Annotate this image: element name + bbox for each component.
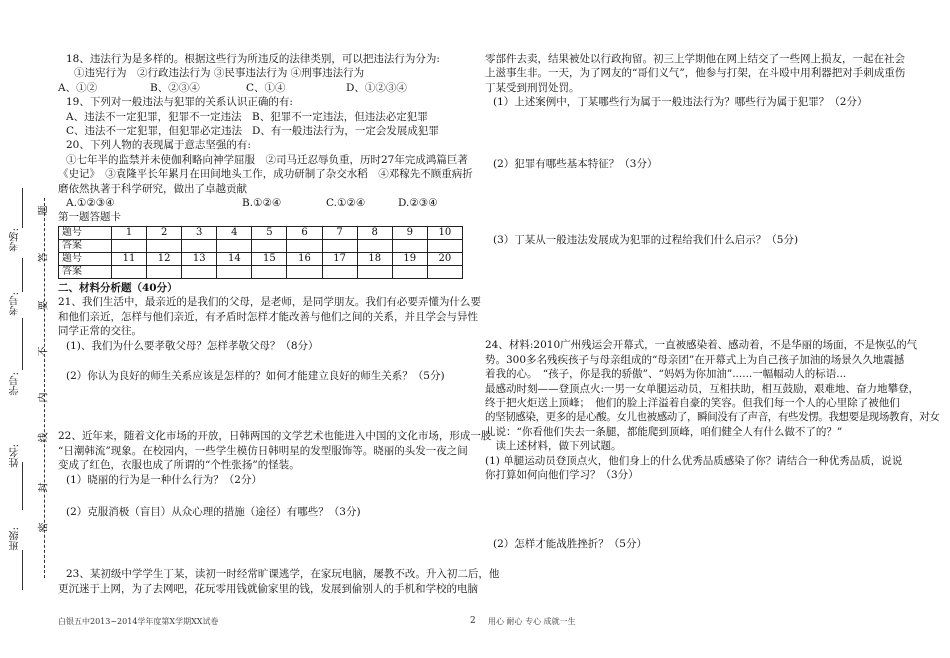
question-number: 7 (322, 226, 357, 239)
q23-sub1: (1）上述案例中，丁某哪些行为属于一般违法行为？哪些行为属于犯罪？（2分） (493, 96, 868, 109)
q24-line: 最感动时刻——登顶点火:一男一女单腿运动员，互相扶助，相互鼓励，艰难地、奋力地攀登， (485, 382, 920, 395)
q21-line: 21、我们生活中，最亲近的是我们的父母，是老师，是同学朋友。我们有必要弄懂为什么要 (58, 296, 481, 309)
q24-sub1-answer-space[interactable] (485, 483, 883, 537)
question-number: 16 (287, 252, 322, 265)
answer-cell[interactable] (147, 239, 182, 252)
question-number: 1 (112, 226, 147, 239)
q24-line: 终于把火炬送上顶峰； 他们的脸上洋溢着自豪的笑容。但我们每一个人的心里除了被他们 (485, 397, 900, 410)
question-number: 17 (322, 252, 357, 265)
field-exam-room-label: 考场: (10, 228, 21, 252)
field-exam-room-line[interactable] (22, 188, 23, 228)
answer-card-answer-row (59, 239, 463, 252)
field-class-label: 班级: (10, 527, 21, 551)
answer-cell[interactable] (147, 265, 182, 278)
q21-sub1-answer-space[interactable] (58, 353, 463, 369)
q24-line: 24、材料:2010广州残运会开幕式，一直被感染着、感动着，不是华丽的场面，不是恢弘的气 (485, 339, 918, 352)
binding-margin (0, 0, 56, 658)
question-number: 8 (357, 226, 392, 239)
answer-cell[interactable] (287, 239, 322, 252)
q19-option-b[interactable]: B、犯罪不一定违法，但违法必定犯罪 (252, 110, 428, 123)
question-number: 6 (287, 226, 322, 239)
answer-cell[interactable] (287, 265, 322, 278)
seal-mark: 封 (38, 482, 50, 493)
answer-card-num-row (59, 226, 463, 239)
answer-cell[interactable] (217, 265, 252, 278)
q20-option-a[interactable]: A.①②③④ (66, 197, 115, 210)
q18-option-c[interactable]: C、①④ (246, 81, 286, 94)
answer-cell[interactable] (322, 265, 357, 278)
q22-sub2-answer-space[interactable] (58, 519, 463, 567)
seal-mark: 不 (38, 346, 50, 357)
q24-sub1-line: (1) 单腿运动员登顶点火，他们身上的什么优秀品质感染了你？请结合一种优秀品质，说说 (485, 454, 903, 467)
q19-stem: 19、下列对一般违法与犯罪的关系认识正确的有: (66, 96, 293, 109)
q23-sub3: (3）丁某从一般违法发展成为犯罪的过程给我们什么启示？（5分) (493, 234, 799, 247)
question-number: 18 (357, 252, 392, 265)
answer-cell[interactable] (427, 265, 462, 278)
q24-line: 儿说：“你看他们失去一条腿，都能爬到顶峰，咱们健全人有什么做不了的？” (485, 425, 843, 438)
q22-line: “日潮韩流”现象。在校园内，一些学生模仿日韩明星的发型服饰等。晓丽的头发一夜之间 (58, 444, 468, 457)
seal-mark: 答 (38, 252, 50, 263)
answer-cell[interactable] (252, 239, 287, 252)
q22-line: 变成了红色，衣服也成了所谓的“个性张扬”的怪装。 (58, 459, 300, 472)
q24-line: 势。300多名残疾孩子与母亲组成的“母亲团”在开幕式上为自己孩子加油的场景久久地震撼 (485, 353, 905, 366)
section-2-heading: 二、材料分析题（40分） (58, 281, 178, 294)
q21-sub2: (2）你认为良好的师生关系应该是怎样的？如何才能建立良好的师生关系？（5分) (66, 369, 445, 382)
answer-card-num-label: 题号 (59, 252, 112, 265)
q23-sub3-answer-space[interactable] (485, 247, 883, 338)
answer-cell[interactable] (112, 239, 147, 252)
answer-card-answer-label: 答案 (59, 265, 112, 278)
seal-mark: 线 (38, 432, 50, 443)
field-exam-number-label: 考号: (10, 292, 21, 316)
q22-sub1-answer-space[interactable] (58, 487, 463, 505)
q20-line: ①七年半的监禁并未使伽利略向神学屈服 ②司马迁忍辱负重，历时27年完成鸿篇巨著 (66, 153, 468, 166)
answer-cell[interactable] (182, 239, 217, 252)
answer-card-answer-label: 答案 (59, 239, 112, 252)
q22-sub1: (1）晓丽的行为是一种什么行为？（2分） (66, 473, 262, 486)
question-number: 2 (147, 226, 182, 239)
answer-cell[interactable] (322, 239, 357, 252)
q23-cont-line: 丁某受到刑罚处罚。 (485, 81, 580, 94)
q21-sub1: (1)、我们为什么要孝敬父母？怎样孝敬父母？（8分） (66, 339, 319, 352)
seal-mark: 要 (38, 300, 50, 311)
question-number: 13 (182, 252, 217, 265)
seal-mark: 密 (38, 522, 50, 533)
q18-options (58, 81, 463, 95)
footer-page-number: 2 (470, 616, 476, 626)
q20-option-d[interactable]: D.②③④ (398, 197, 438, 210)
question-number: 20 (427, 252, 462, 265)
q19-options-row1 (58, 110, 463, 124)
answer-cell[interactable] (112, 265, 147, 278)
answer-cell[interactable] (392, 265, 427, 278)
question-number: 19 (392, 252, 427, 265)
q19-option-a[interactable]: A、违法不一定犯罪，犯罪不一定违法 (66, 110, 242, 123)
question-number: 3 (182, 226, 217, 239)
answer-cell[interactable] (392, 239, 427, 252)
seal-mark: 内 (38, 392, 50, 403)
answer-cell[interactable] (357, 239, 392, 252)
q18-option-d[interactable]: D、①②③④ (346, 81, 407, 94)
field-class-line[interactable] (22, 550, 23, 590)
q24-line: 读上述材料，做下列试题。 (485, 440, 622, 453)
field-student-id-line[interactable] (22, 318, 23, 370)
q24-sub1-line: 你打算如何向他们学习？（3分） (485, 469, 639, 482)
answer-cell[interactable] (217, 239, 252, 252)
question-number: 15 (252, 252, 287, 265)
q23-sub1-answer-space[interactable] (485, 110, 883, 157)
q23-line: 更沉迷于上网，为了去网吧，花玩零用钱就偷家里的钱，发展到偷别人的手机和学校的电脑 (58, 582, 478, 595)
question-number: 9 (392, 226, 427, 239)
q24-line: 的坚韧感染，更多的是心酸。女儿也被感动了，瞬间没有了声音，有些发愣。我想要是现场教育，对女 (485, 411, 940, 424)
answer-cell[interactable] (357, 265, 392, 278)
question-number: 11 (112, 252, 147, 265)
question-number: 5 (252, 226, 287, 239)
q18-option-a[interactable]: A、①② (58, 81, 98, 94)
question-number: 14 (217, 252, 252, 265)
answer-card-num-row (59, 252, 463, 265)
left-column (58, 52, 500, 596)
answer-card-table (58, 226, 463, 279)
q22-line: 22、近年来，随着文化市场的开放，日韩两国的文学艺术也能进入中国的文化市场，形成一股 (58, 430, 492, 443)
field-name-label: 姓名: (10, 444, 21, 468)
q19-option-c[interactable]: C、违法不一定犯罪，但犯罪必定违法 (66, 125, 243, 138)
question-number: 12 (147, 252, 182, 265)
q23-sub2-answer-space[interactable] (485, 171, 883, 233)
footer-school: 白银五中2013~2014学年度第X学期XX试卷 (58, 617, 219, 626)
q23-cont-line: 零部件去卖，结果被处以行政拘留。初三上学期他在网上结交了一些网上损友，一起在社会 (485, 53, 905, 65)
footer-motto: 用心 耐心 专心 成就一生 (488, 617, 576, 626)
q23-cont-line: 上滋事生非。一天，为了网友的“哥们义气”，他参与打架，在斗殴中用利器把对手刺成重伤 (485, 67, 906, 80)
seal-mark: 题 (38, 205, 50, 216)
field-name-line[interactable] (22, 462, 23, 510)
q24-line: 着我的心。 “孩子，你是我的骄傲”、“妈妈为你加油”......一幅幅动人的标语... (485, 368, 847, 381)
answer-card-title: 第一题答题卡 (58, 211, 121, 224)
q18-stem: 18、违法行为是多样的。根据这些行为所违反的法律类别，可以把违法行为分为: (66, 53, 440, 65)
q21-line: 同学正常的交往。 (58, 325, 142, 338)
field-exam-number-line[interactable] (22, 258, 23, 292)
q20-line: 《史记》 ③袁隆平长年累月在田间地头工作，成功研制了杂交水稻 ④邓稼先不顾重病折 (58, 168, 473, 181)
question-number: 10 (427, 226, 462, 239)
q18-items: ①违宪行为 ②行政违法行为 ③民事违法行为 ④刑事违法行为 (74, 67, 365, 80)
q21-line: 和他们亲近，怎样与他们亲近，有矛盾时怎样才能改善与他们之间的关系，并且学会与异性 (58, 310, 478, 323)
q20-options (58, 196, 463, 210)
q24-sub2: (2）怎样才能战胜挫折？（5分） (493, 537, 647, 550)
q20-option-c[interactable]: C.①②④ (326, 197, 366, 210)
q23-sub2: (2）犯罪有哪些基本特征？（3分） (493, 157, 658, 170)
q20-option-b[interactable]: B.①②④ (242, 197, 282, 210)
answer-cell[interactable] (427, 239, 462, 252)
q18-option-b[interactable]: B、②③④ (150, 81, 200, 94)
answer-card-num-label: 题号 (59, 226, 112, 239)
question-number: 4 (217, 226, 252, 239)
field-student-id-label: 学号: (10, 372, 21, 396)
q19-option-d[interactable]: D、有一般违法行为，一定会发展成犯罪 (252, 125, 439, 138)
q21-sub2-answer-space[interactable] (58, 383, 463, 429)
q19-options-row2 (58, 124, 463, 138)
q20-line: 磨依然执著于科学研究，做出了卓越贡献 (58, 182, 247, 195)
answer-cell[interactable] (252, 265, 287, 278)
answer-card-answer-row (59, 265, 463, 278)
right-column (485, 52, 940, 551)
q20-stem: 20、下列人物的表现属于意志坚强的有: (66, 139, 251, 152)
q22-sub2: (2）克服消极（盲目）从众心理的措施（途径）有哪些？（3分) (66, 505, 361, 518)
answer-cell[interactable] (182, 265, 217, 278)
q23-line: 23、某初级中学学生丁某，读初一时经常旷课逃学，在家玩电脑，屡教不改。升入初二后，他 (66, 568, 500, 581)
